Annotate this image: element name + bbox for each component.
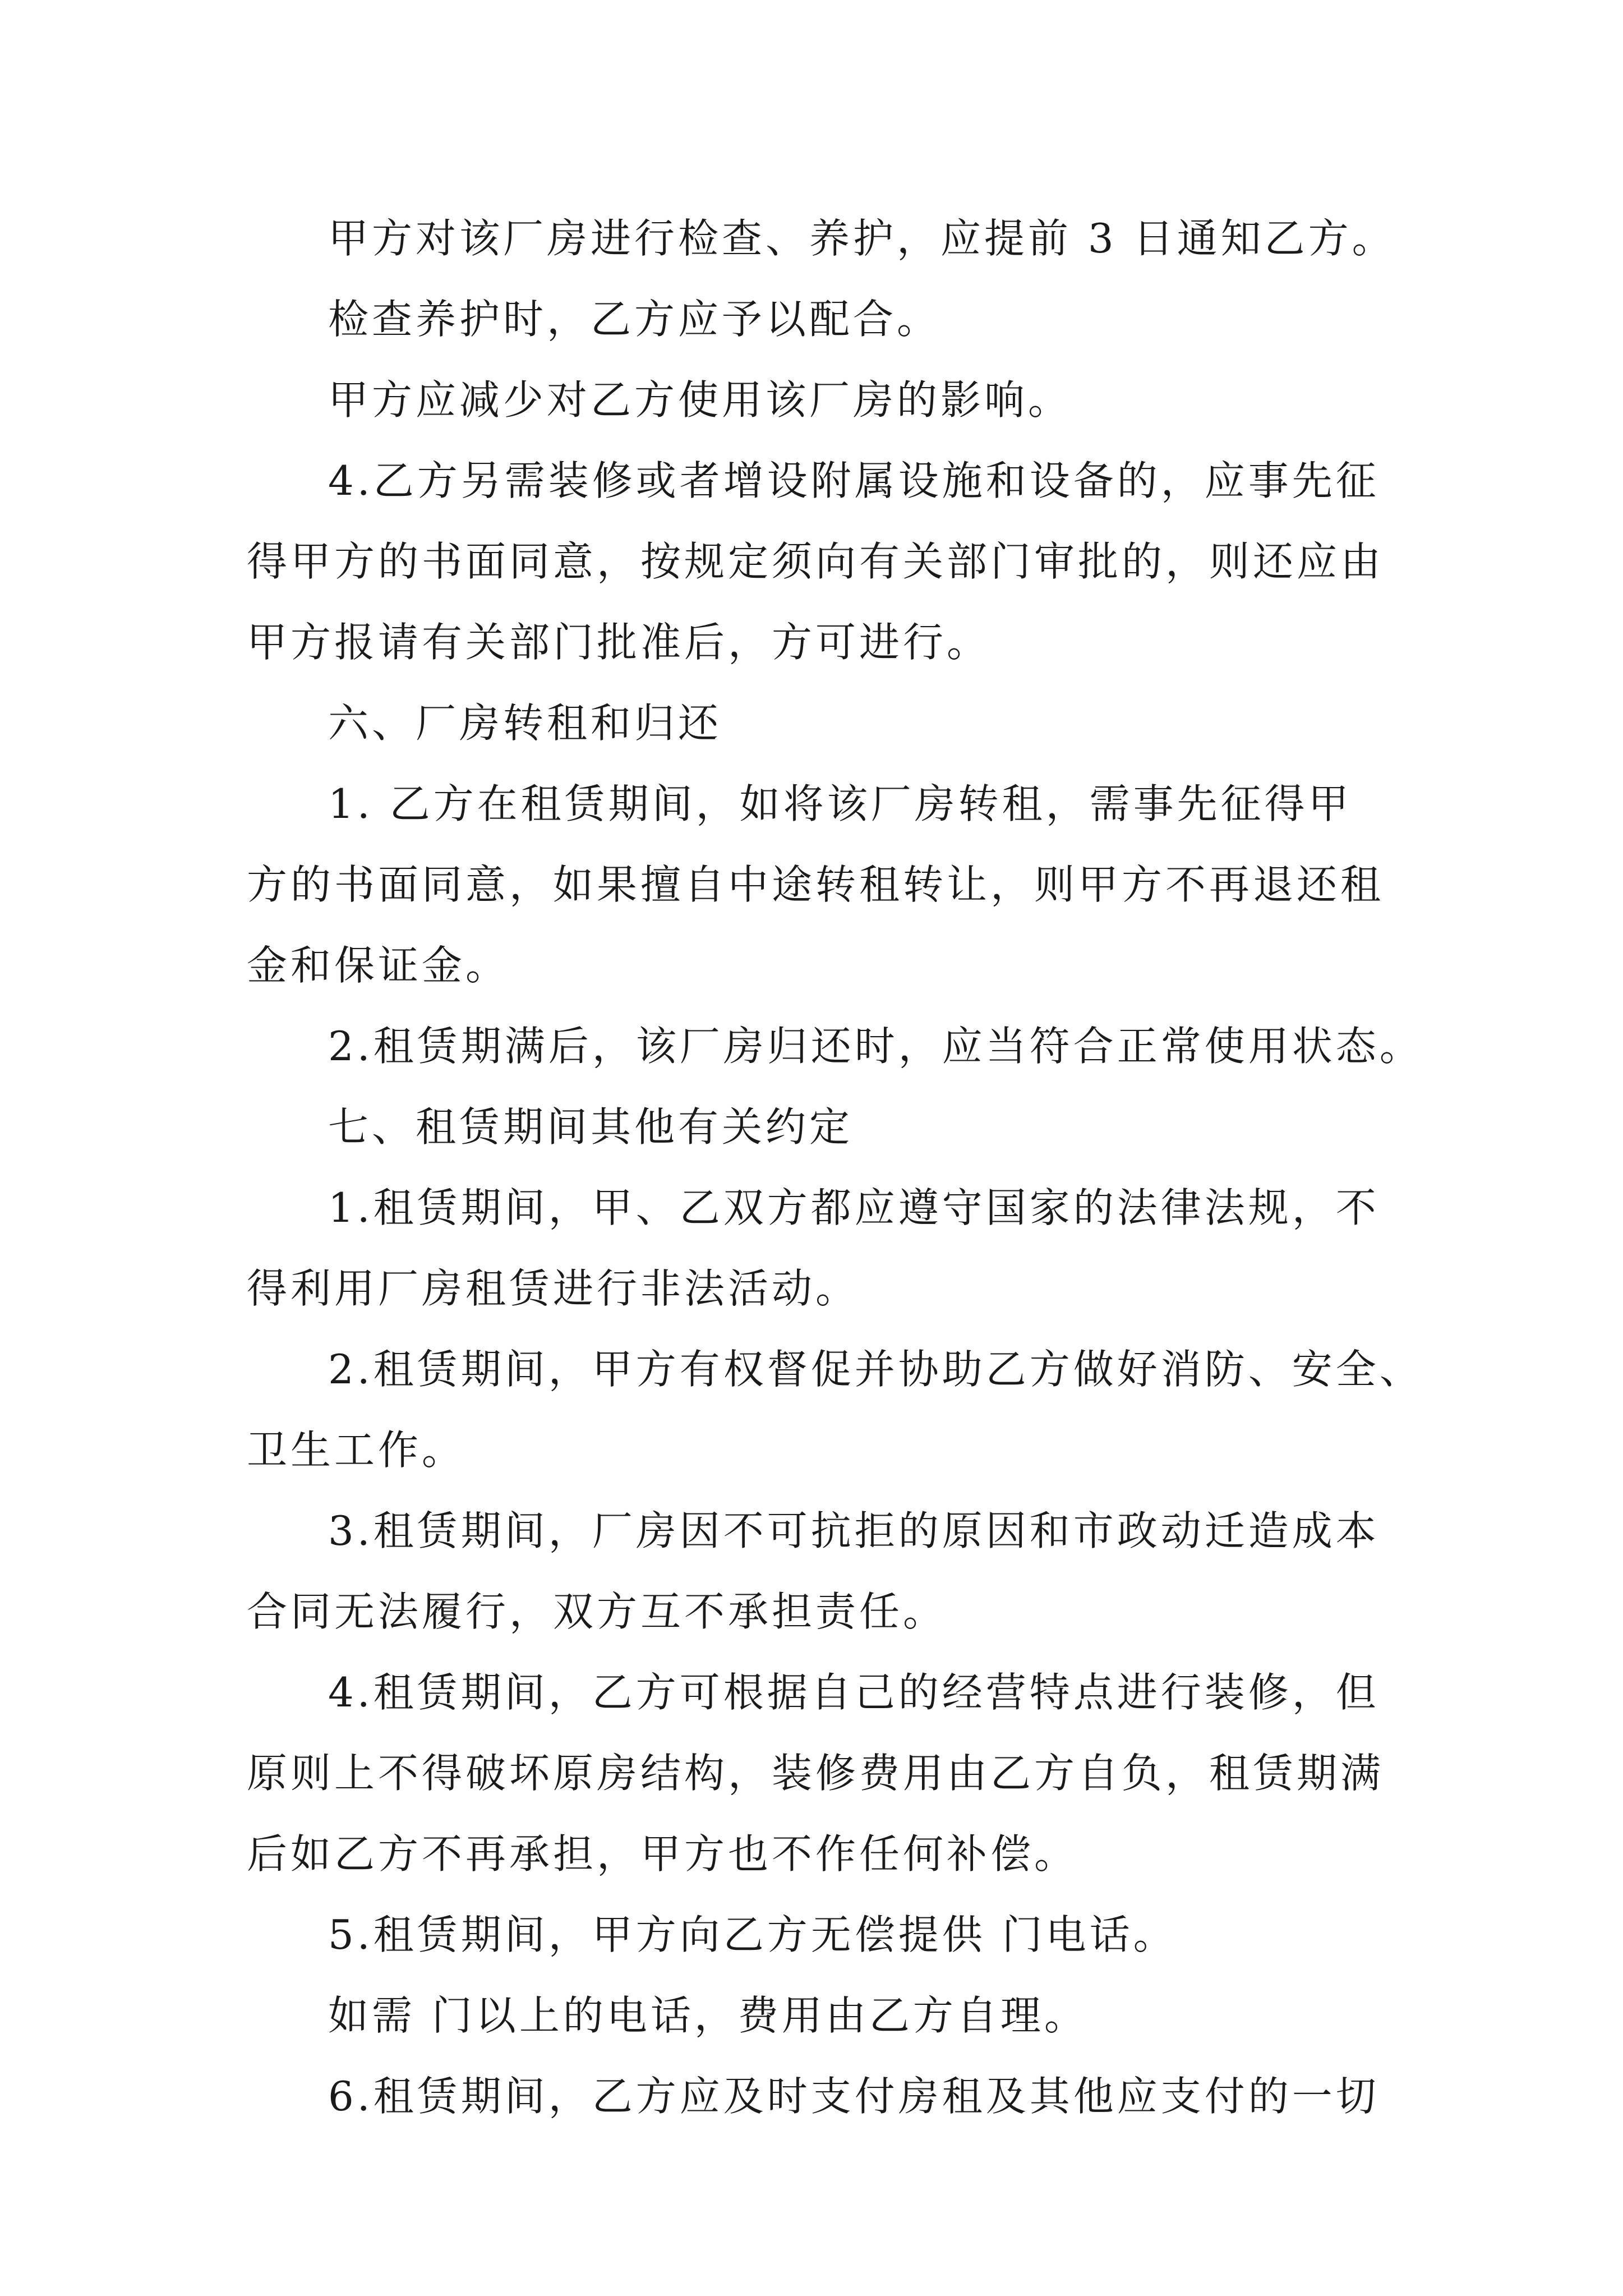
text-line: 4.乙方另需装修或者增设附属设施和设备的，应事先征 bbox=[328, 457, 1380, 504]
text-line: 6.租赁期间，乙方应及时支付房租及其他应支付的一切 bbox=[328, 2073, 1380, 2120]
text-line: 2.租赁期间，甲方有权督促并协助乙方做好消防、安全、 bbox=[328, 1346, 1423, 1393]
text-line: 后如乙方不再承担，甲方也不作任何补偿。 bbox=[247, 1830, 1078, 1878]
text-line: 合同无法履行，双方互不承担责任。 bbox=[247, 1588, 947, 1635]
text-line: 甲方对该厂房进行检查、养护，应提前 3 日通知乙方。 bbox=[328, 215, 1396, 262]
text-line: 甲方应减少对乙方使用该厂房的影响。 bbox=[328, 376, 1072, 424]
text-line: 3.租赁期间，厂房因不可抗拒的原因和市政动迁造成本 bbox=[328, 1507, 1380, 1554]
section-heading: 六、厂房转租和归还 bbox=[328, 700, 722, 747]
text-line: 5.租赁期间，甲方向乙方无偿提供 门电话。 bbox=[328, 1911, 1177, 1958]
text-line: 甲方报请有关部门批准后，方可进行。 bbox=[247, 619, 991, 666]
section-heading: 七、租赁期间其他有关约定 bbox=[328, 1103, 854, 1151]
text-line: 金和保证金。 bbox=[247, 942, 510, 989]
text-line: 原则上不得破坏原房结构，装修费用由乙方自负，租赁期满 bbox=[247, 1750, 1385, 1797]
text-line: 1.租赁期间，甲、乙双方都应遵守国家的法律法规，不 bbox=[328, 1184, 1380, 1231]
text-line: 4.租赁期间，乙方可根据自己的经营特点进行装修，但 bbox=[328, 1669, 1380, 1716]
text-line: 1. 乙方在租赁期间，如将该厂房转租，需事先征得甲 bbox=[328, 780, 1352, 827]
text-line: 方的书面同意，如果擅自中途转租转让，则甲方不再退还租 bbox=[247, 861, 1385, 908]
text-line: 卫生工作。 bbox=[247, 1427, 466, 1474]
text-line: 如需 门以上的电话，费用由乙方自理。 bbox=[328, 1992, 1088, 2039]
text-line: 检查养护时，乙方应予以配合。 bbox=[328, 296, 941, 343]
text-line: 得利用厂房租赁进行非法活动。 bbox=[247, 1265, 860, 1312]
text-line: 得甲方的书面同意，按规定须向有关部门审批的，则还应由 bbox=[247, 538, 1385, 585]
text-line: 2.租赁期满后，该厂房归还时，应当符合正常使用状态。 bbox=[328, 1023, 1423, 1070]
